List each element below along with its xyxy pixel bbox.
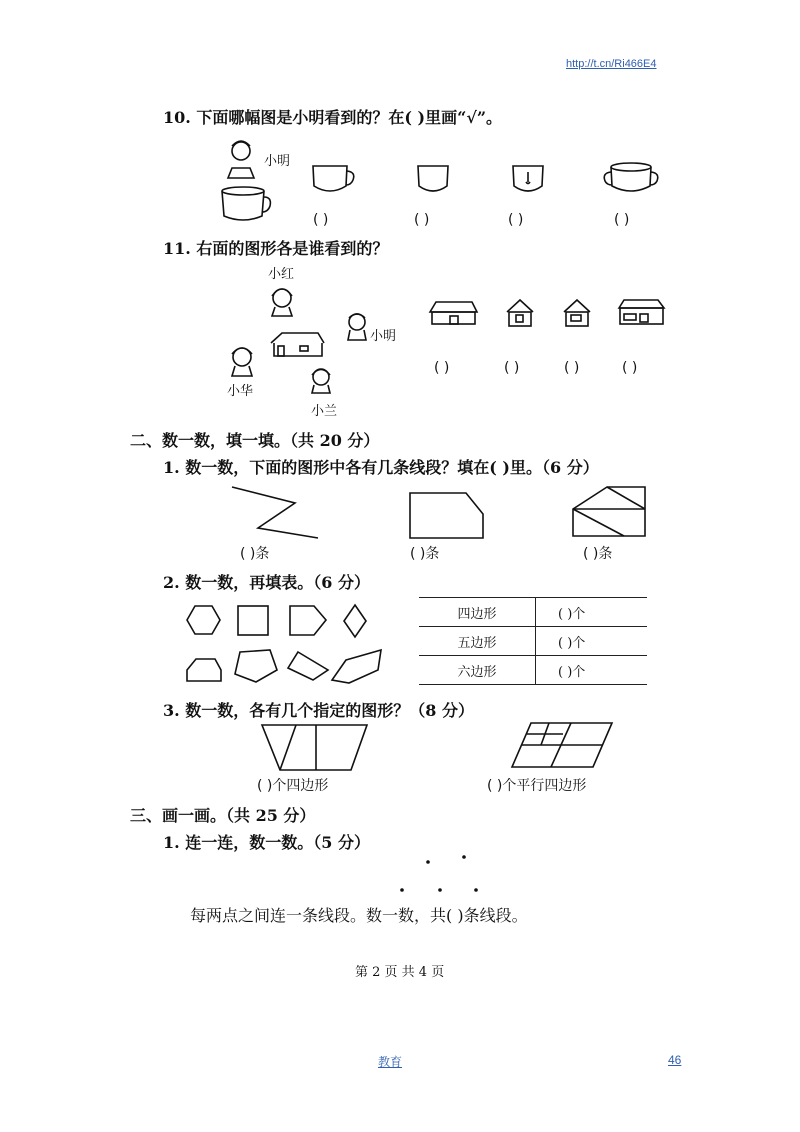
q10-title: 10. 下面哪幅图是小明看到的？在( )里画“√”。	[163, 108, 503, 127]
house-view-3-icon	[564, 300, 590, 326]
q10-answer-2[interactable]: ( )	[414, 212, 430, 228]
page-number-link[interactable]: 46	[668, 1053, 682, 1067]
q11-name-top: 小红	[268, 267, 295, 282]
s2-q3-title: 3. 数一数，各有几个指定的图形？（8 分）	[163, 701, 474, 720]
cup-option-4-icon	[604, 163, 658, 191]
irregular-hexagon-shape	[332, 650, 381, 683]
child-xiaoming-q11-icon	[348, 314, 366, 340]
table-row-label: 四边形	[419, 598, 536, 627]
hexagon-shape	[187, 606, 220, 634]
q11-name-right: 小明	[370, 329, 397, 344]
trapezoid-divided-shape	[262, 725, 367, 770]
q11-answer-3[interactable]: ( )	[564, 360, 580, 376]
table-row-label: 五边形	[419, 627, 536, 656]
table-row-value[interactable]: ( )个	[536, 627, 648, 656]
page-info: 第 2 页 共 4 页	[355, 965, 445, 980]
s2-q3-answer-1[interactable]: ( )个四边形	[257, 778, 329, 794]
q11-name-left: 小华	[227, 384, 254, 399]
s2-q1-answer-2[interactable]: ( )条	[410, 546, 440, 562]
child-xiaoming-icon	[228, 141, 254, 178]
cup-main-icon	[222, 187, 270, 220]
cup-option-1-icon	[313, 166, 354, 191]
house-pentagon-shape	[187, 659, 221, 681]
zigzag-shape	[232, 487, 318, 538]
dot	[400, 888, 404, 892]
s2-q1-answer-3[interactable]: ( )条	[583, 546, 613, 562]
divided-rectangle-shape	[573, 487, 645, 536]
bottom-link[interactable]: 教育	[378, 1055, 403, 1069]
q11-answer-2[interactable]: ( )	[504, 360, 520, 376]
dot	[474, 888, 478, 892]
dot	[462, 855, 466, 859]
s2-q3-answer-2[interactable]: ( )个平行四边形	[487, 778, 587, 794]
s3-q1-title: 1. 连一连，数一数。（5 分）	[163, 833, 370, 852]
q11-name-bottom: 小兰	[311, 404, 338, 419]
cup-option-2-icon	[418, 166, 448, 191]
irregular-pentagon-shape	[235, 650, 277, 682]
table-row-value[interactable]: ( )个	[536, 598, 648, 627]
parallelogram-grid-shape	[512, 723, 612, 767]
diamond-shape	[344, 605, 366, 637]
s2-q2-title: 2. 数一数，再填表。（6 分）	[163, 573, 370, 592]
q10-answer-3[interactable]: ( )	[508, 212, 524, 228]
house-view-2-icon	[507, 300, 533, 326]
s2-q1-answer-1[interactable]: ( )条	[240, 546, 270, 562]
q11-answer-1[interactable]: ( )	[434, 360, 450, 376]
table-row-label: 六边形	[419, 656, 536, 685]
header-url-link[interactable]: http://t.cn/Ri466E4	[566, 58, 657, 70]
cup-option-3-icon	[513, 166, 543, 191]
q10-answer-1[interactable]: ( )	[313, 212, 329, 228]
pentagon-shape	[410, 493, 483, 538]
dot	[426, 860, 430, 864]
child-xiaohua-icon	[232, 348, 252, 376]
dot	[438, 888, 442, 892]
q11-title: 11. 右面的图形各是谁看到的？	[163, 239, 389, 258]
house-view-4-icon	[619, 300, 664, 324]
house-center-icon	[271, 333, 324, 356]
q10-answer-4[interactable]: ( )	[614, 212, 630, 228]
irregular-quadrilateral-shape	[288, 652, 328, 680]
connect-dots	[400, 855, 478, 892]
section2-title: 二、数一数，填一填。（共 20 分）	[130, 431, 380, 450]
q10-child-name: 小明	[264, 154, 291, 169]
pentagon-arrow-shape	[290, 606, 326, 635]
s3-q1-instruction: 每两点之间连一条线段。数一数，共( )条线段。	[190, 906, 528, 925]
square-shape	[238, 606, 268, 635]
child-xiaolan-icon	[312, 369, 330, 393]
s2-q1-title: 1. 数一数，下面的图形中各有几条线段？填在( )里。（6 分）	[163, 458, 599, 477]
table-row-value[interactable]: ( )个	[536, 656, 648, 685]
house-view-1-icon	[430, 302, 477, 324]
q11-answer-4[interactable]: ( )	[622, 360, 638, 376]
child-xiaohong-icon	[272, 289, 292, 316]
section3-title: 三、画一画。（共 25 分）	[130, 806, 316, 825]
